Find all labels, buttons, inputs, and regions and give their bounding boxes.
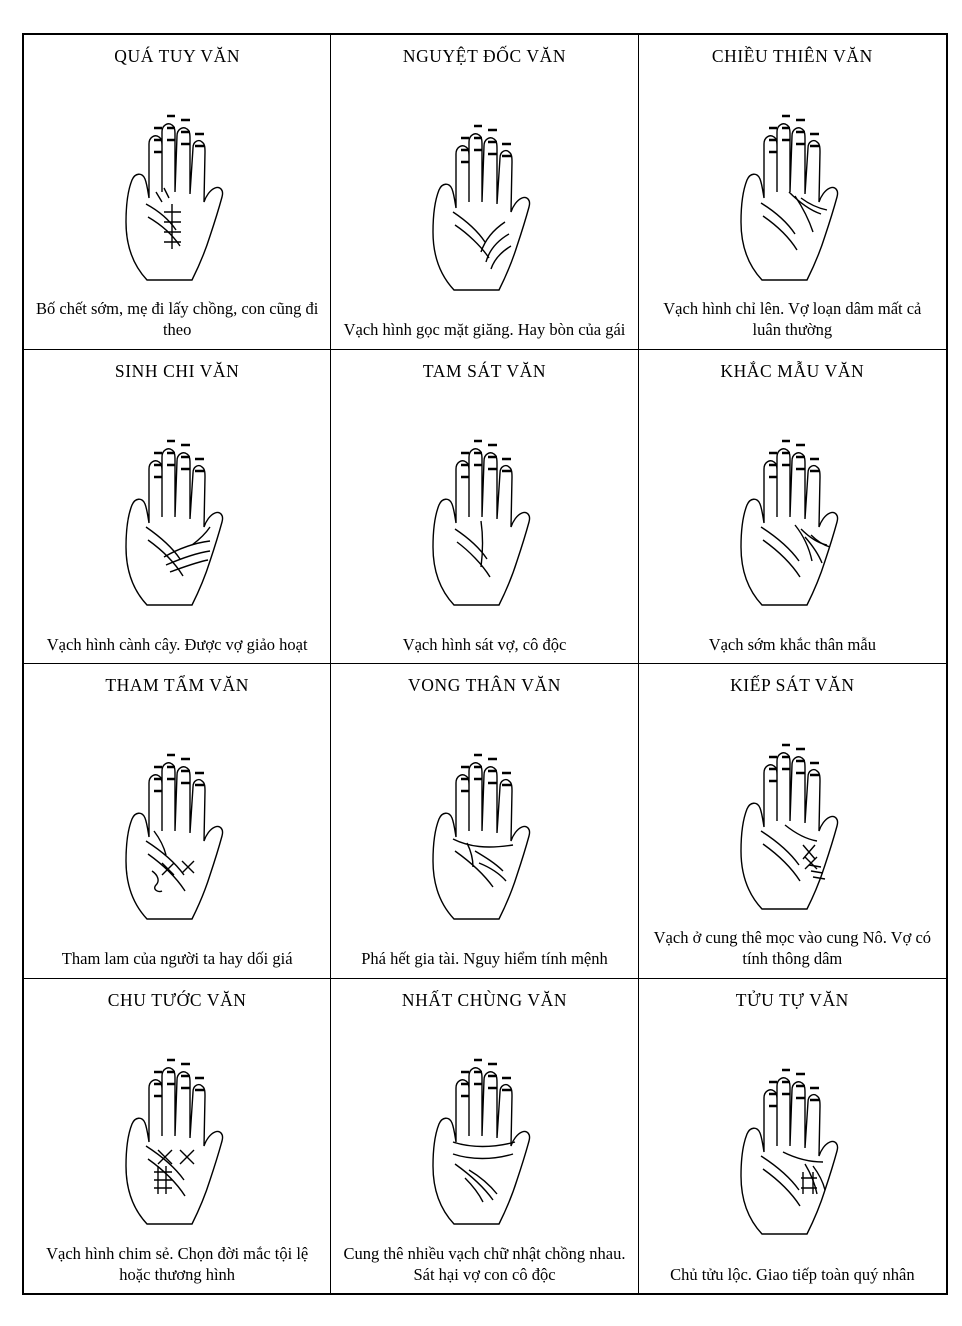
palm-hand-diagram-icon (34, 384, 320, 634)
cell-title: VONG THÂN VĂN (407, 675, 561, 695)
cell-title: SINH CHI VĂN (114, 360, 240, 381)
chart-cell (331, 350, 638, 665)
cell-title: NGUYỆT ĐỐC VĂN (402, 46, 567, 66)
chart-cell (24, 35, 331, 350)
cell-title: CHU TƯỚC VĂN (107, 989, 247, 1010)
palm-hand-diagram-icon (34, 698, 320, 948)
cell-caption: Phá hết gia tài. Nguy hiểm tính mệnh (361, 949, 608, 969)
cell-title: CHIỀU THIÊN VĂN (711, 46, 873, 66)
chart-cell (639, 664, 946, 979)
cell-title: KHẮC MẪU VĂN (720, 360, 865, 381)
chart-cell (24, 979, 331, 1294)
cell-title: KIẾP SÁT VĂN (730, 675, 855, 695)
cell-caption: Cung thê nhiều vạch chữ nhật chồng nhau. Sát hại vợ con cô độc (343, 1243, 626, 1284)
cell-title: TỬU TỰ VĂN (735, 989, 849, 1010)
chart-cell (331, 664, 638, 979)
cell-title: TAM SÁT VĂN (422, 360, 547, 381)
cell-caption: Vạch hình chỉ lên. Vợ loạn dâm mất cả luân thường (663, 299, 922, 340)
cell-title: THAM TẨM VĂN (105, 675, 249, 695)
chart-cell (331, 35, 638, 350)
cell-caption: Vạch hình cành cây. Được vợ giảo hoạt (46, 634, 308, 654)
chart-cell (24, 350, 331, 665)
chart-cell (639, 979, 946, 1294)
chart-cell (639, 350, 946, 665)
chart-cell (24, 664, 331, 979)
cell-caption: Bố chết sớm, mẹ đi lấy chồng, con cũng đi theo (36, 299, 319, 340)
chart-cell (639, 35, 946, 350)
palm-hand-diagram-icon (341, 1013, 627, 1243)
palm-hand-diagram-icon (34, 69, 320, 298)
chart-cell (331, 979, 638, 1294)
palm-hand-diagram-icon (341, 384, 627, 634)
palm-hand-diagram-icon (341, 69, 627, 319)
palm-hand-diagram-icon (649, 1013, 936, 1264)
palm-hand-diagram-icon (649, 698, 936, 927)
cell-caption: Chủ tửu lộc. Giao tiếp toàn quý nhân (670, 1264, 915, 1284)
palm-hand-diagram-icon (649, 69, 936, 298)
cell-caption: Vạch hình chim sẻ. Chọn đời mắc tội lệ hoặc thương hình (46, 1243, 309, 1284)
cell-title: QUÁ TUY VĂN (114, 46, 241, 66)
palm-hand-diagram-icon (34, 1013, 320, 1243)
palm-hand-diagram-icon (649, 384, 936, 634)
palmistry-grid (22, 33, 948, 1295)
cell-caption: Vạch hình gọc mặt giăng. Hay bòn của gái (343, 320, 626, 340)
cell-caption: Vạch hình sát vợ, cô độc (402, 634, 567, 654)
palm-hand-diagram-icon (341, 698, 627, 948)
cell-caption: Vạch ở cung thê mọc vào cung Nô. Vợ có tính thông dâm (653, 928, 932, 969)
cell-title: NHẤT CHÙNG VĂN (401, 989, 568, 1010)
cell-caption: Vạch sớm khắc thân mẫu (708, 634, 876, 654)
cell-caption: Tham lam của người ta hay dối giá (61, 949, 293, 969)
